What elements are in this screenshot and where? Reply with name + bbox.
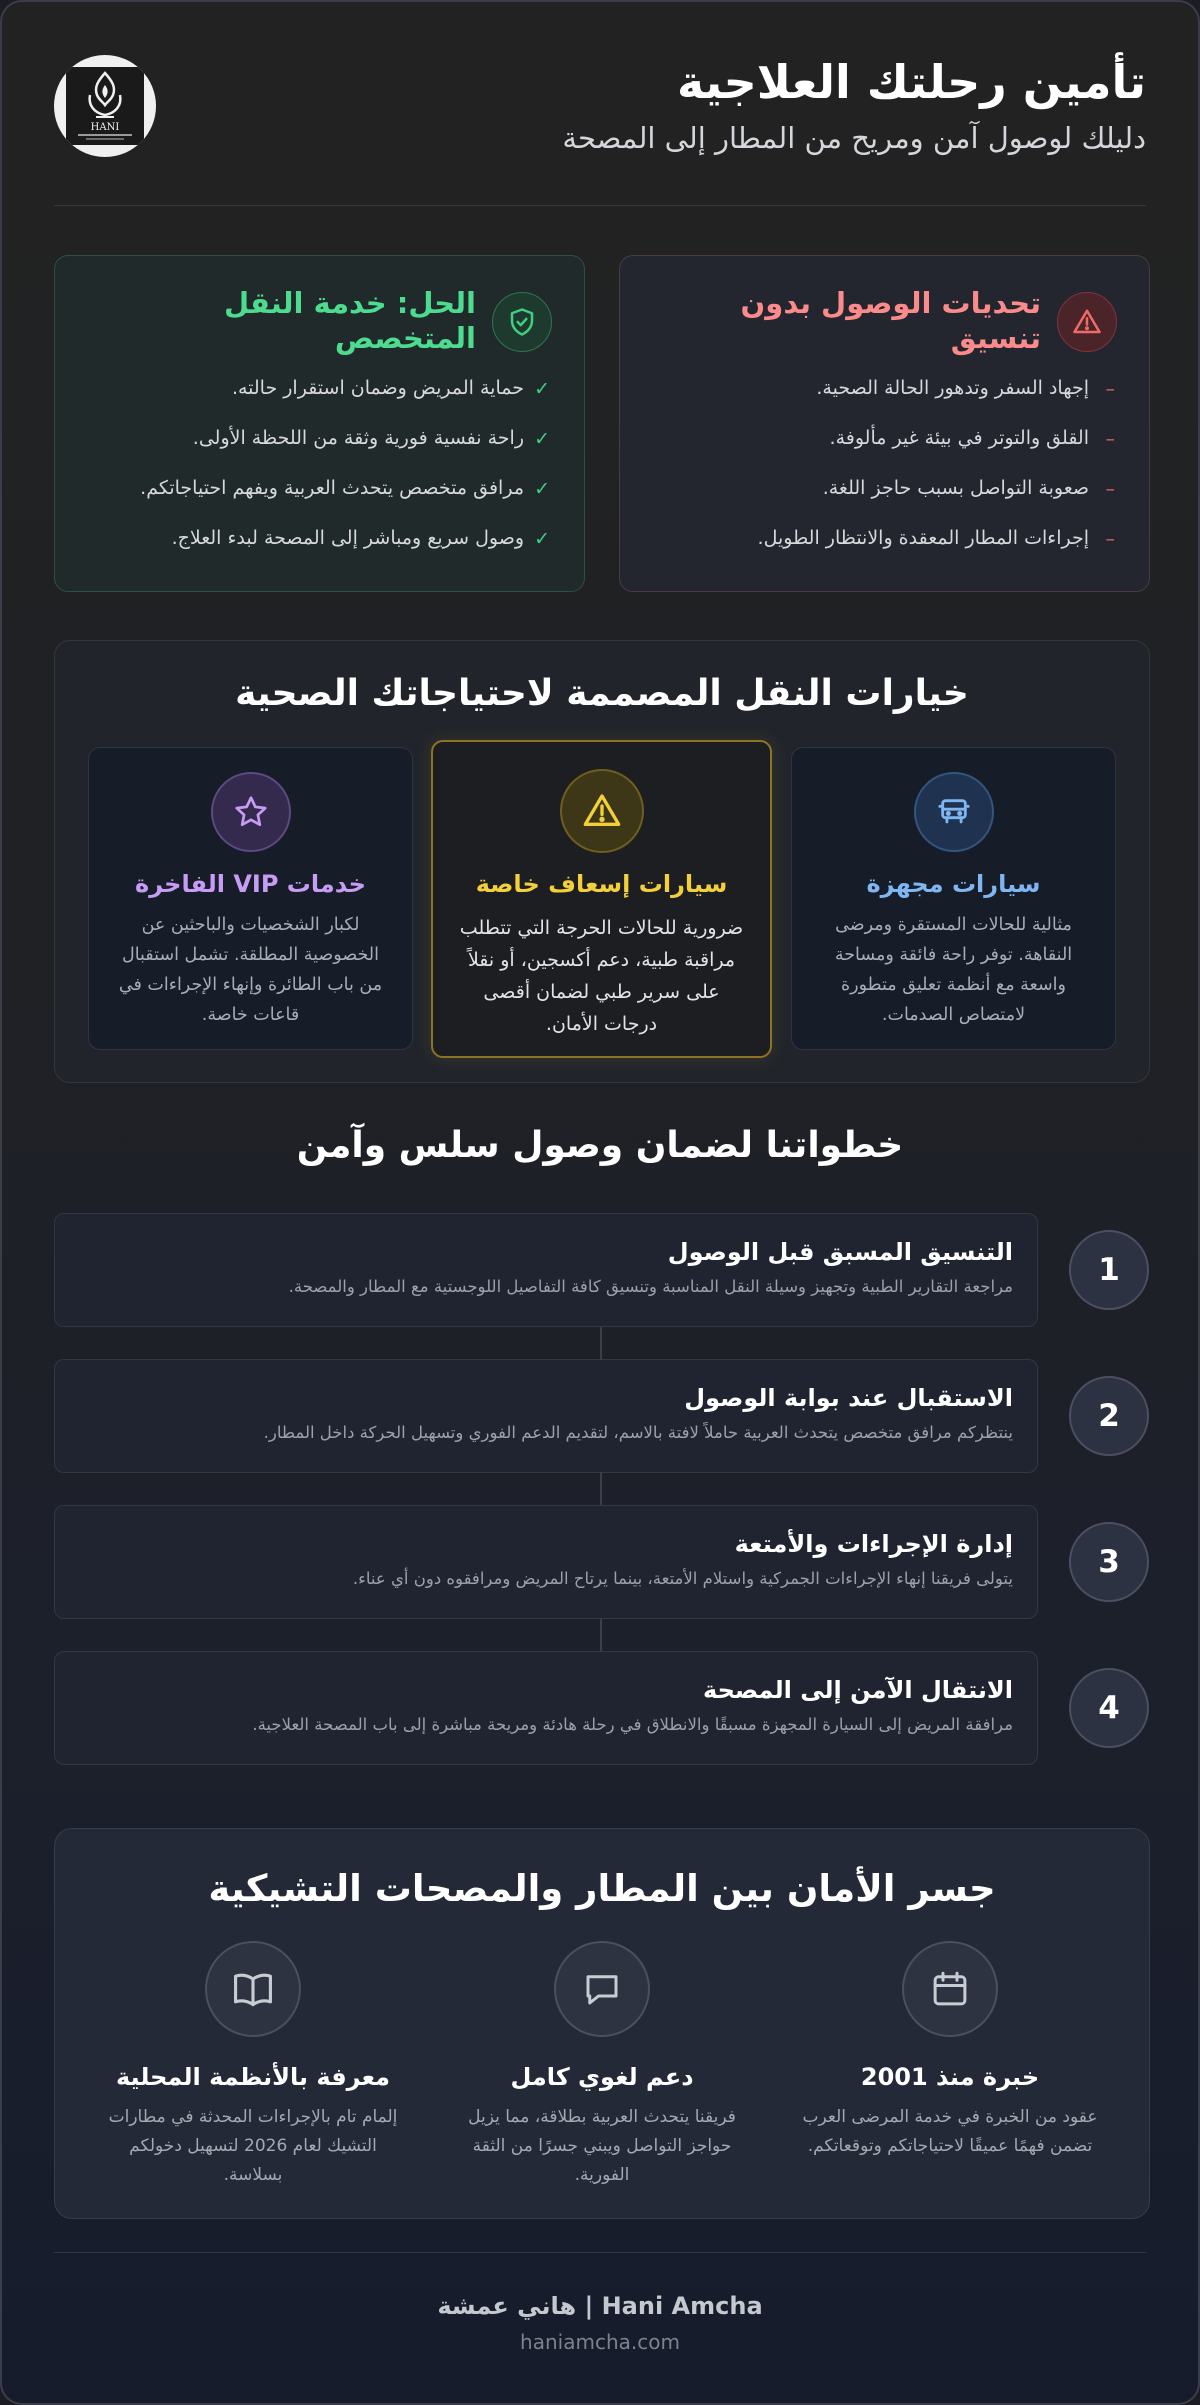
feature-desc: إلمام تام بالإجراءات المحدثة في مطارات التشيك لعام 2026 لتسهيل دخولكم بسلاسة. <box>108 2107 398 2185</box>
header-divider <box>54 205 1146 206</box>
option-desc: مثالية للحالات المستقرة ومرضى النقاهة. توفر راحة فائقة ومساحة واسعة مع أنظمة تعليق متطورة لامتصاص الصدمات. <box>834 915 1073 1025</box>
list-item: – القلق والتوتر في بيئة غير مألوفة. <box>829 427 1115 450</box>
logo <box>54 55 156 157</box>
option-title: سيارات مجهزة <box>866 870 1041 898</box>
open-book-icon <box>205 1941 301 2037</box>
feature-experience <box>785 1941 1115 2191</box>
car-icon <box>914 772 994 852</box>
logo-emblem-icon <box>54 55 156 157</box>
dash-bullet: – <box>1105 378 1115 400</box>
step-title: إدارة الإجراءات والأمتعة <box>734 1530 1013 1558</box>
check-icon: ✓ <box>534 478 550 500</box>
solution-card <box>54 255 585 592</box>
feature-title: خبرة منذ 2001 <box>860 2063 1040 2091</box>
feature-local-systems <box>88 1941 418 2191</box>
shield-check-icon <box>492 292 552 352</box>
list-item: ✓ مرافق متخصص يتحدث العربية ويفهم احتياجاتكم. <box>140 477 550 500</box>
step-number-badge: 3 <box>1069 1522 1149 1602</box>
svg-text:HANI: HANI <box>90 122 120 133</box>
page-title: تأمين رحلتك العلاجية <box>676 55 1146 109</box>
dash-bullet: – <box>1105 478 1115 500</box>
step-desc: مراجعة التقارير الطبية وتجهيز وسيلة النقل المناسبة وتنسيق كافة التفاصيل اللوجستية مع المطار والمصحة. <box>288 1277 1013 1296</box>
option-desc: لكبار الشخصيات والباحثين عن الخصوصية المطلقة. تشمل استقبال من باب الطائرة وإنهاء الإجراءات في قاعات خاصة. <box>118 915 383 1025</box>
option-card-ambulance <box>431 740 772 1058</box>
transport-options-section <box>54 640 1150 1083</box>
problem-title: تحديات الوصول بدون تنسيق <box>740 286 1041 355</box>
option-title: خدمات VIP الفاخرة <box>135 870 366 898</box>
step-title: التنسيق المسبق قبل الوصول <box>667 1238 1013 1266</box>
list-item: – صعوبة التواصل بسبب حاجز اللغة. <box>822 477 1115 500</box>
problem-list <box>649 377 1115 577</box>
step-title: الانتقال الآمن إلى المصحة <box>703 1676 1013 1704</box>
step-number-badge: 1 <box>1069 1230 1149 1310</box>
step-number-badge: 4 <box>1069 1668 1149 1748</box>
list-item: ✓ راحة نفسية فورية وثقة من اللحظة الأولى. <box>192 427 550 450</box>
solution-title: الحل: خدمة النقل المتخصص <box>223 286 476 355</box>
section-title: خيارات النقل المصممة لاحتياجاتك الصحية <box>235 673 969 714</box>
footer-website-link[interactable]: haniamcha.com <box>520 2330 680 2354</box>
bridge-title: جسر الأمان بين المطار والمصحات التشيكية <box>208 1867 996 1910</box>
footer-divider <box>54 2252 1146 2253</box>
list-item: ✓ حماية المريض وضمان استقرار حالته. <box>231 377 550 400</box>
star-icon <box>211 772 291 852</box>
solution-list <box>84 377 550 577</box>
step-card-4 <box>54 1651 1038 1765</box>
check-icon: ✓ <box>534 428 550 450</box>
check-icon: ✓ <box>534 378 550 400</box>
calendar-icon <box>902 1941 998 2037</box>
step-card-1 <box>54 1213 1038 1327</box>
step-number-badge: 2 <box>1069 1376 1149 1456</box>
option-desc: ضرورية للحالات الحرجة التي تتطلب مراقبة طبية، دعم أكسجين، أو نقلاً على سرير طبي لضمان أقصى درجات الأمان. <box>459 917 744 1035</box>
header <box>54 50 1146 160</box>
feature-title: دعم لغوي كامل <box>510 2063 694 2091</box>
option-title: سيارات إسعاف خاصة <box>475 870 728 898</box>
feature-desc: فريقنا يتحدث العربية بطلاقة، مما يزيل حواجز التواصل ويبني جسرًا من الثقة الفورية. <box>468 2107 736 2185</box>
list-item: ✓ وصول سريع ومباشر إلى المصحة لبدء العلاج. <box>171 527 550 550</box>
feature-language-support <box>437 1941 767 2191</box>
chat-bubble-icon <box>554 1941 650 2037</box>
alert-triangle-icon <box>560 769 644 853</box>
step-desc: مرافقة المريض إلى السيارة المجهزة مسبقًا والانطلاق في رحلة هادئة ومريحة مباشرة إلى باب المصحة العلاجية. <box>252 1715 1013 1734</box>
bridge-section <box>54 1828 1150 2219</box>
option-card-vip <box>88 747 413 1050</box>
step-desc: يتولى فريقنا إنهاء الإجراءات الجمركية واستلام الأمتعة، بينما يرتاح المريض ومرافقوه دون أي عناء. <box>352 1569 1013 1588</box>
feature-desc: عقود من الخبرة في خدمة المرضى العرب تضمن فهمًا عميقًا لاحتياجاتكم وتوقعاتكم. <box>802 2107 1098 2156</box>
step-card-3 <box>54 1505 1038 1619</box>
feature-title: معرفة بالأنظمة المحلية <box>115 2063 391 2091</box>
list-item: – إجهاد السفر وتدهور الحالة الصحية. <box>816 377 1115 400</box>
warning-triangle-icon <box>1057 292 1117 352</box>
problem-card <box>619 255 1150 592</box>
steps-title: خطواتنا لضمان وصول سلس وآمن <box>296 1125 904 1166</box>
dash-bullet: – <box>1105 528 1115 550</box>
check-icon: ✓ <box>534 528 550 550</box>
list-item: – إجراءات المطار المعقدة والانتظار الطويل. <box>757 527 1115 550</box>
option-card-equipped-cars <box>791 747 1116 1050</box>
step-desc: ينتظركم مرافق متخصص يتحدث العربية حاملاً لافتة بالاسم، لتقديم الدعم الفوري وتسهيل الحركة داخل المطار. <box>263 1423 1013 1442</box>
step-card-2 <box>54 1359 1038 1473</box>
step-title: الاستقبال عند بوابة الوصول <box>684 1384 1013 1412</box>
dash-bullet: – <box>1105 428 1115 450</box>
footer-author-name: Hani Amcha | هاني عمشة <box>437 2292 763 2320</box>
page-subtitle: دليلك لوصول آمن ومريح من المطار إلى المصحة <box>562 121 1146 155</box>
